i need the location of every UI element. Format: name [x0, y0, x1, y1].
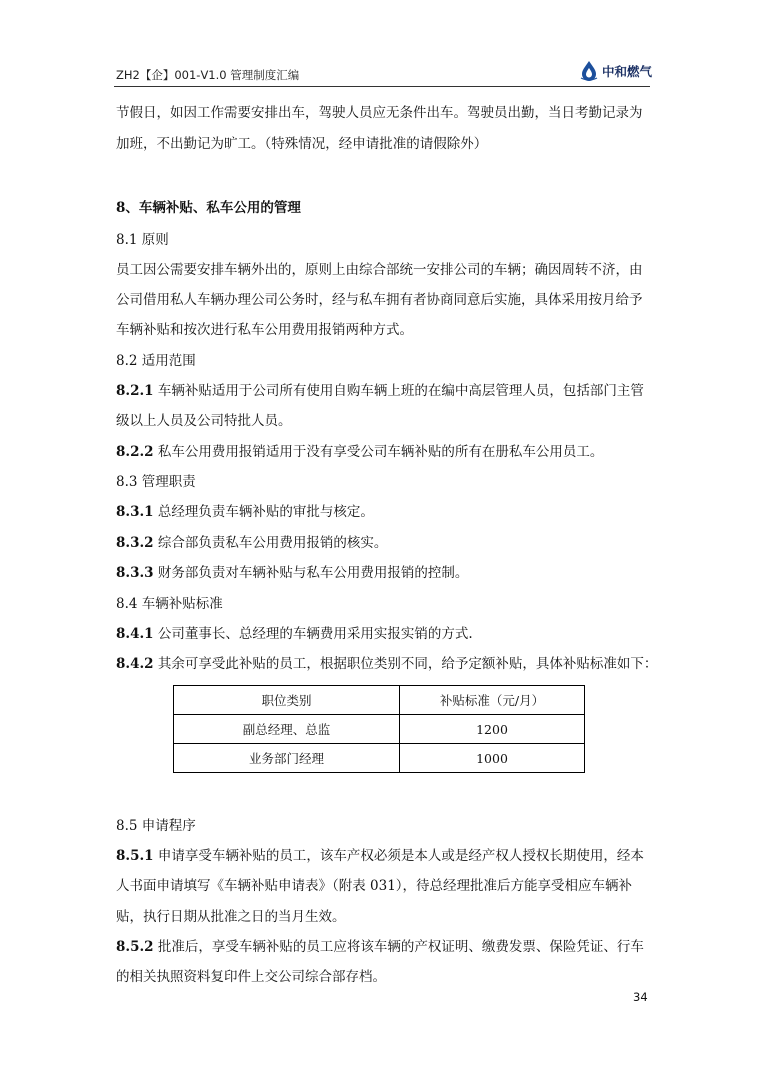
- clause-8-5-1: [116, 844, 644, 864]
- subsidy-standard-table: [173, 685, 585, 773]
- clause-number: 8.5.2: [116, 939, 154, 955]
- clause-number: 8.4.1: [116, 626, 154, 642]
- clause-number: 8.4.2: [116, 656, 154, 672]
- clause-8-3-2: [116, 531, 387, 551]
- clause-number: 8.3.2: [116, 535, 154, 551]
- paragraph-line: 级以上人员及公司特批人员。: [116, 413, 292, 429]
- paragraph-line: 贴，执行日期从批准之日的当月生效。: [116, 909, 346, 925]
- table-row: [174, 744, 585, 773]
- paragraph-line: 人书面申请填写《车辆补贴申请表》（附表 031），待总经理批准后方能享受相应车辆补: [116, 878, 633, 894]
- table-header-cell: 补贴标准（元/月）: [400, 686, 585, 715]
- paragraph-line: 节假日，如因工作需要安排出车，驾驶人员应无条件出车。驾驶员出勤，当日考勤记录为: [116, 105, 643, 121]
- subsection-heading-8-5: 8.5 申请程序: [116, 818, 196, 834]
- clause-text: 车辆补贴适用于公司所有使用自购车辆上班的在编中高层管理人员，包括部门主管: [153, 383, 644, 399]
- subsection-heading-8-4: 8.4 车辆补贴标准: [116, 596, 223, 612]
- clause-text: 私车公用费用报销适用于没有享受公司车辆补贴的所有在册私车公用员工。: [153, 444, 604, 460]
- table-cell-position: 副总经理、总监: [174, 715, 400, 744]
- section-heading-8: 8、车辆补贴、私车公用的管理: [116, 200, 301, 216]
- page-number: 34: [633, 990, 648, 1004]
- table-header-cell: 职位类别: [174, 686, 400, 715]
- clause-text: 综合部负责私车公用费用报销的核实。: [153, 535, 388, 551]
- clause-text: 申请享受车辆补贴的员工，该车产权必须是本人或是经产权人授权长期使用，经本: [153, 848, 644, 864]
- clause-8-4-2: [116, 652, 657, 672]
- clause-text: 财务部负责对车辆补贴与私车公用费用报销的控制。: [153, 565, 469, 581]
- clause-number: 8.2.1: [116, 383, 154, 399]
- clause-8-3-1: [116, 500, 374, 520]
- paragraph-line: 的相关执照资料复印件上交公司综合部存档。: [116, 969, 386, 985]
- company-logo-text: 中和燃气: [602, 64, 653, 79]
- clause-8-2-2: [116, 440, 603, 460]
- clause-text: 总经理负责车辆补贴的审批与核定。: [153, 504, 374, 520]
- clause-number: 8.3.1: [116, 504, 154, 520]
- flame-drop-icon: [578, 60, 600, 82]
- paragraph-line: 员工因公需要安排车辆外出的，原则上由综合部统一安排公司的车辆；确因周转不济，由: [116, 262, 643, 278]
- clause-text: 其余可享受此补贴的员工，根据职位类别不同，给予定额补贴，具体补贴标准如下：: [153, 656, 658, 672]
- clause-text: 批准后，享受车辆补贴的员工应将该车辆的产权证明、缴费发票、保险凭证、行车: [153, 939, 644, 955]
- table-header-row: [174, 686, 585, 715]
- clause-number: 8.3.3: [116, 565, 154, 581]
- document-code: ZH2【企】001-V1.0 管理制度汇编: [116, 68, 300, 82]
- subsection-heading-8-3: 8.3 管理职责: [116, 474, 196, 490]
- table-cell-amount: 1200: [400, 715, 585, 744]
- clause-8-3-3: [116, 561, 468, 581]
- clause-8-4-1: [116, 622, 473, 642]
- clause-text: 公司董事长、总经理的车辆费用采用实报实销的方式.: [153, 626, 473, 642]
- table-cell-position: 业务部门经理: [174, 744, 400, 773]
- clause-8-5-2: [116, 935, 644, 955]
- clause-number: 8.5.1: [116, 848, 154, 864]
- clause-number: 8.2.2: [116, 444, 154, 460]
- paragraph-line: 公司借用私人车辆办理公司公务时，经与私车拥有者协商同意后实施，具体采用按月给予: [116, 292, 643, 308]
- table-cell-amount: 1000: [400, 744, 585, 773]
- company-logo: [578, 60, 652, 82]
- paragraph-line: 加班，不出勤记为旷工。（特殊情况，经申请批准的请假除外）: [116, 136, 488, 152]
- paragraph-line: 车辆补贴和按次进行私车公用费用报销两种方式。: [116, 322, 413, 338]
- subsection-heading-8-1: 8.1 原则: [116, 232, 169, 248]
- table-row: [174, 715, 585, 744]
- subsection-heading-8-2: 8.2 适用范围: [116, 353, 196, 369]
- header-divider: [114, 86, 650, 87]
- clause-8-2-1: [116, 379, 644, 399]
